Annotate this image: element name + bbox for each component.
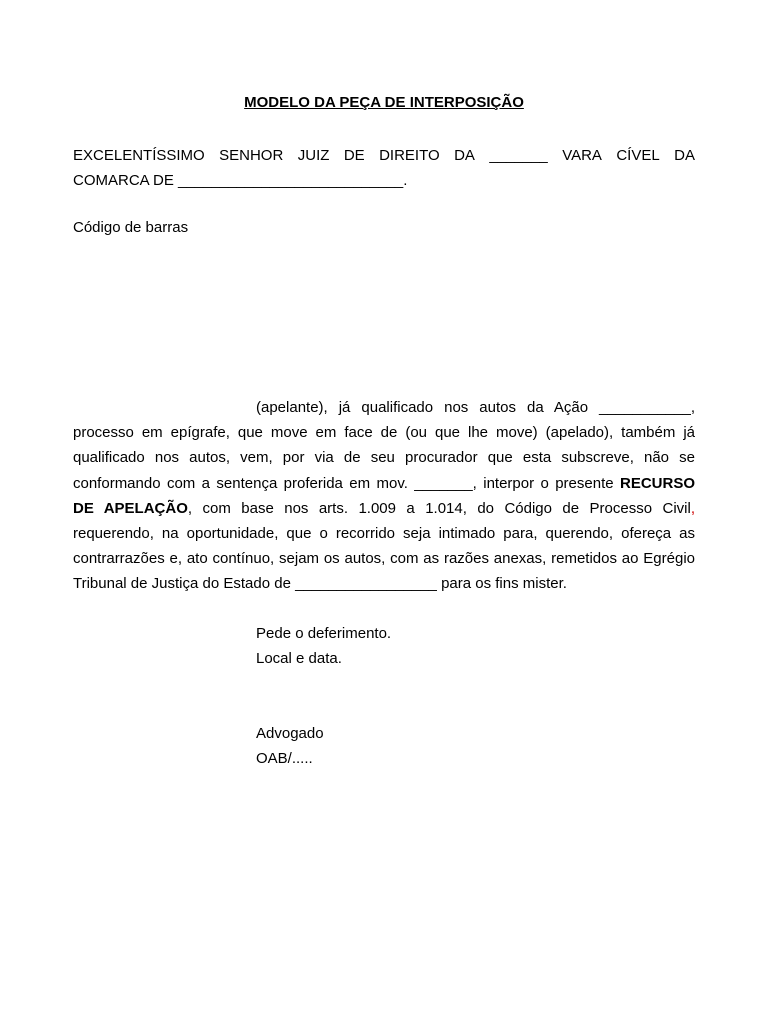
addressee-line-1 [73,143,695,168]
addressee-word: CÍVEL [616,147,660,164]
addressee-block [73,143,695,193]
addressee-word: SENHOR [219,147,284,164]
addressee-word: JUIZ [297,147,330,164]
signature-block [256,721,324,771]
document-page [73,0,695,1024]
lawyer-line: Advogado [256,725,324,742]
addressee-word: EXCELENTÍSSIMO [73,147,205,164]
body-paragraph [73,395,695,597]
deferment-line: Pede o deferimento. [256,625,392,642]
body-text-part-3: requerendo, na oportunidade, que o recorrido seja intimado para, querendo, ofereça as contrarrazões e, ato contínuo, sejam os autos, com as razões anexas, remetidos ao Egrégio Tribunal de Justiça do Estado de _________________ para os fins mister. [73,525,695,593]
body-text-part-1: (apelante), já qualificado nos autos da Ação ___________, processo em epígrafe, que move em face de (ou que lhe move) (apelado), também já qualificado nos autos, vem, por via de seu procurador que esta subscreve, não se conformando com a sentença proferida em mov. _______, interpor o presente [73,399,695,492]
body-text-part-2: , com base nos arts. 1.009 a 1.014, do Código de Processo Civil [187,499,691,517]
addressee-word: DE [343,147,365,164]
oab-line: OAB/..... [256,750,313,767]
addressee-line-2: COMARCA DE ___________________________. [73,172,408,189]
place-date-line: Local e data. [256,650,342,667]
appeal-heading-inline: RECURSO DE APELAÇÃO [73,474,695,517]
addressee-word: DA [674,147,695,164]
barcode-label: Código de barras [73,219,189,236]
vara-blank: _______ [489,147,548,164]
addressee-word: DIREITO [379,147,440,164]
addressee-word: DA [454,147,475,164]
addressee-word: VARA [562,147,602,164]
document-title: MODELO DA PEÇA DE INTERPOSIÇÃO [244,94,524,111]
closing-block [256,621,391,671]
red-comma: , [690,499,695,517]
